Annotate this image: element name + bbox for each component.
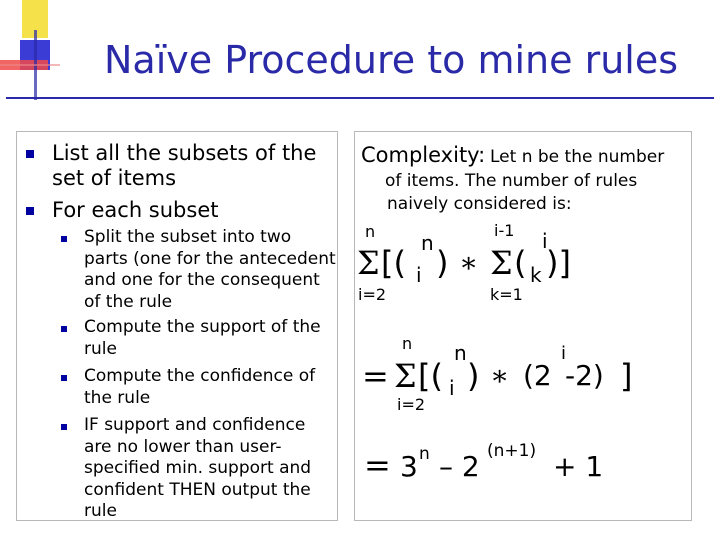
binom-top: n — [421, 231, 434, 255]
close-bracket: ] — [620, 357, 633, 395]
sub-list-item: IF support and confidence are no lower than user-specified min. support and confident THEN output the rule — [84, 415, 312, 521]
inner-sum-upper-limit: i-1 — [494, 221, 515, 240]
sigma-symbol: Σ — [394, 357, 417, 395]
power-minus: -2) — [565, 359, 604, 392]
bullet-marker — [26, 150, 34, 158]
power-exponent: (n+1) — [487, 441, 537, 461]
inner-sum-lower-limit: k=1 — [490, 285, 523, 304]
list-item: List all the subsets of the set of items — [52, 141, 317, 190]
inner-open-paren: ( — [514, 244, 527, 282]
close-paren: ) — [467, 357, 480, 395]
sum-upper-limit: n — [365, 222, 376, 241]
power-exponent: i — [561, 343, 567, 364]
power-base: (2 — [523, 359, 552, 392]
sum-lower-limit: i=2 — [397, 395, 426, 414]
equals-sign: = — [362, 357, 389, 395]
sigma-symbol: Σ — [490, 244, 513, 282]
sub-list-item: Compute the confidence of the rule — [84, 366, 316, 408]
sigma-symbol: Σ — [357, 244, 380, 282]
binom-bottom: i — [449, 376, 455, 400]
binom-bottom: i — [416, 263, 422, 287]
page-title: Naïve Procedure to mine rules — [104, 38, 679, 82]
complexity-label: Complexity: — [361, 143, 486, 167]
complexity-text: Let n be the number — [490, 147, 665, 167]
inner-binom-top: i — [542, 229, 548, 253]
equals-sign: = — [364, 446, 391, 484]
open-bracket: [( — [381, 244, 406, 282]
sub-bullet-marker — [61, 236, 67, 242]
bullet-marker — [26, 207, 34, 215]
complexity-text: naively considered is: — [387, 194, 572, 214]
sum-lower-limit: i=2 — [358, 285, 387, 304]
power-exponent: n — [419, 444, 430, 464]
sum-upper-limit: n — [402, 334, 413, 353]
times-symbol: ∗ — [490, 359, 510, 392]
list-item: For each subset — [52, 198, 219, 222]
complexity-text: of items. The number of rules — [385, 171, 638, 191]
open-bracket: [( — [418, 357, 443, 395]
slide-logo — [0, 0, 80, 100]
sub-bullet-marker — [61, 424, 67, 430]
power-base: 3 — [400, 450, 418, 483]
sub-list-item: Compute the support of the rule — [84, 317, 321, 359]
close-paren: ) — [436, 244, 449, 282]
sub-bullet-marker — [61, 375, 67, 381]
sub-list-item: Split the subset into two parts (one for the antecedent and one for the consequent of the rule — [84, 227, 336, 312]
plus-term: + 1 — [553, 450, 604, 483]
times-symbol: ∗ — [459, 246, 479, 279]
minus-term: – 2 — [439, 450, 480, 483]
binom-top: n — [454, 341, 467, 365]
inner-binom-bottom: k — [530, 263, 542, 287]
inner-close: )] — [546, 244, 571, 282]
sub-bullet-marker — [61, 326, 67, 332]
title-divider — [6, 97, 714, 99]
